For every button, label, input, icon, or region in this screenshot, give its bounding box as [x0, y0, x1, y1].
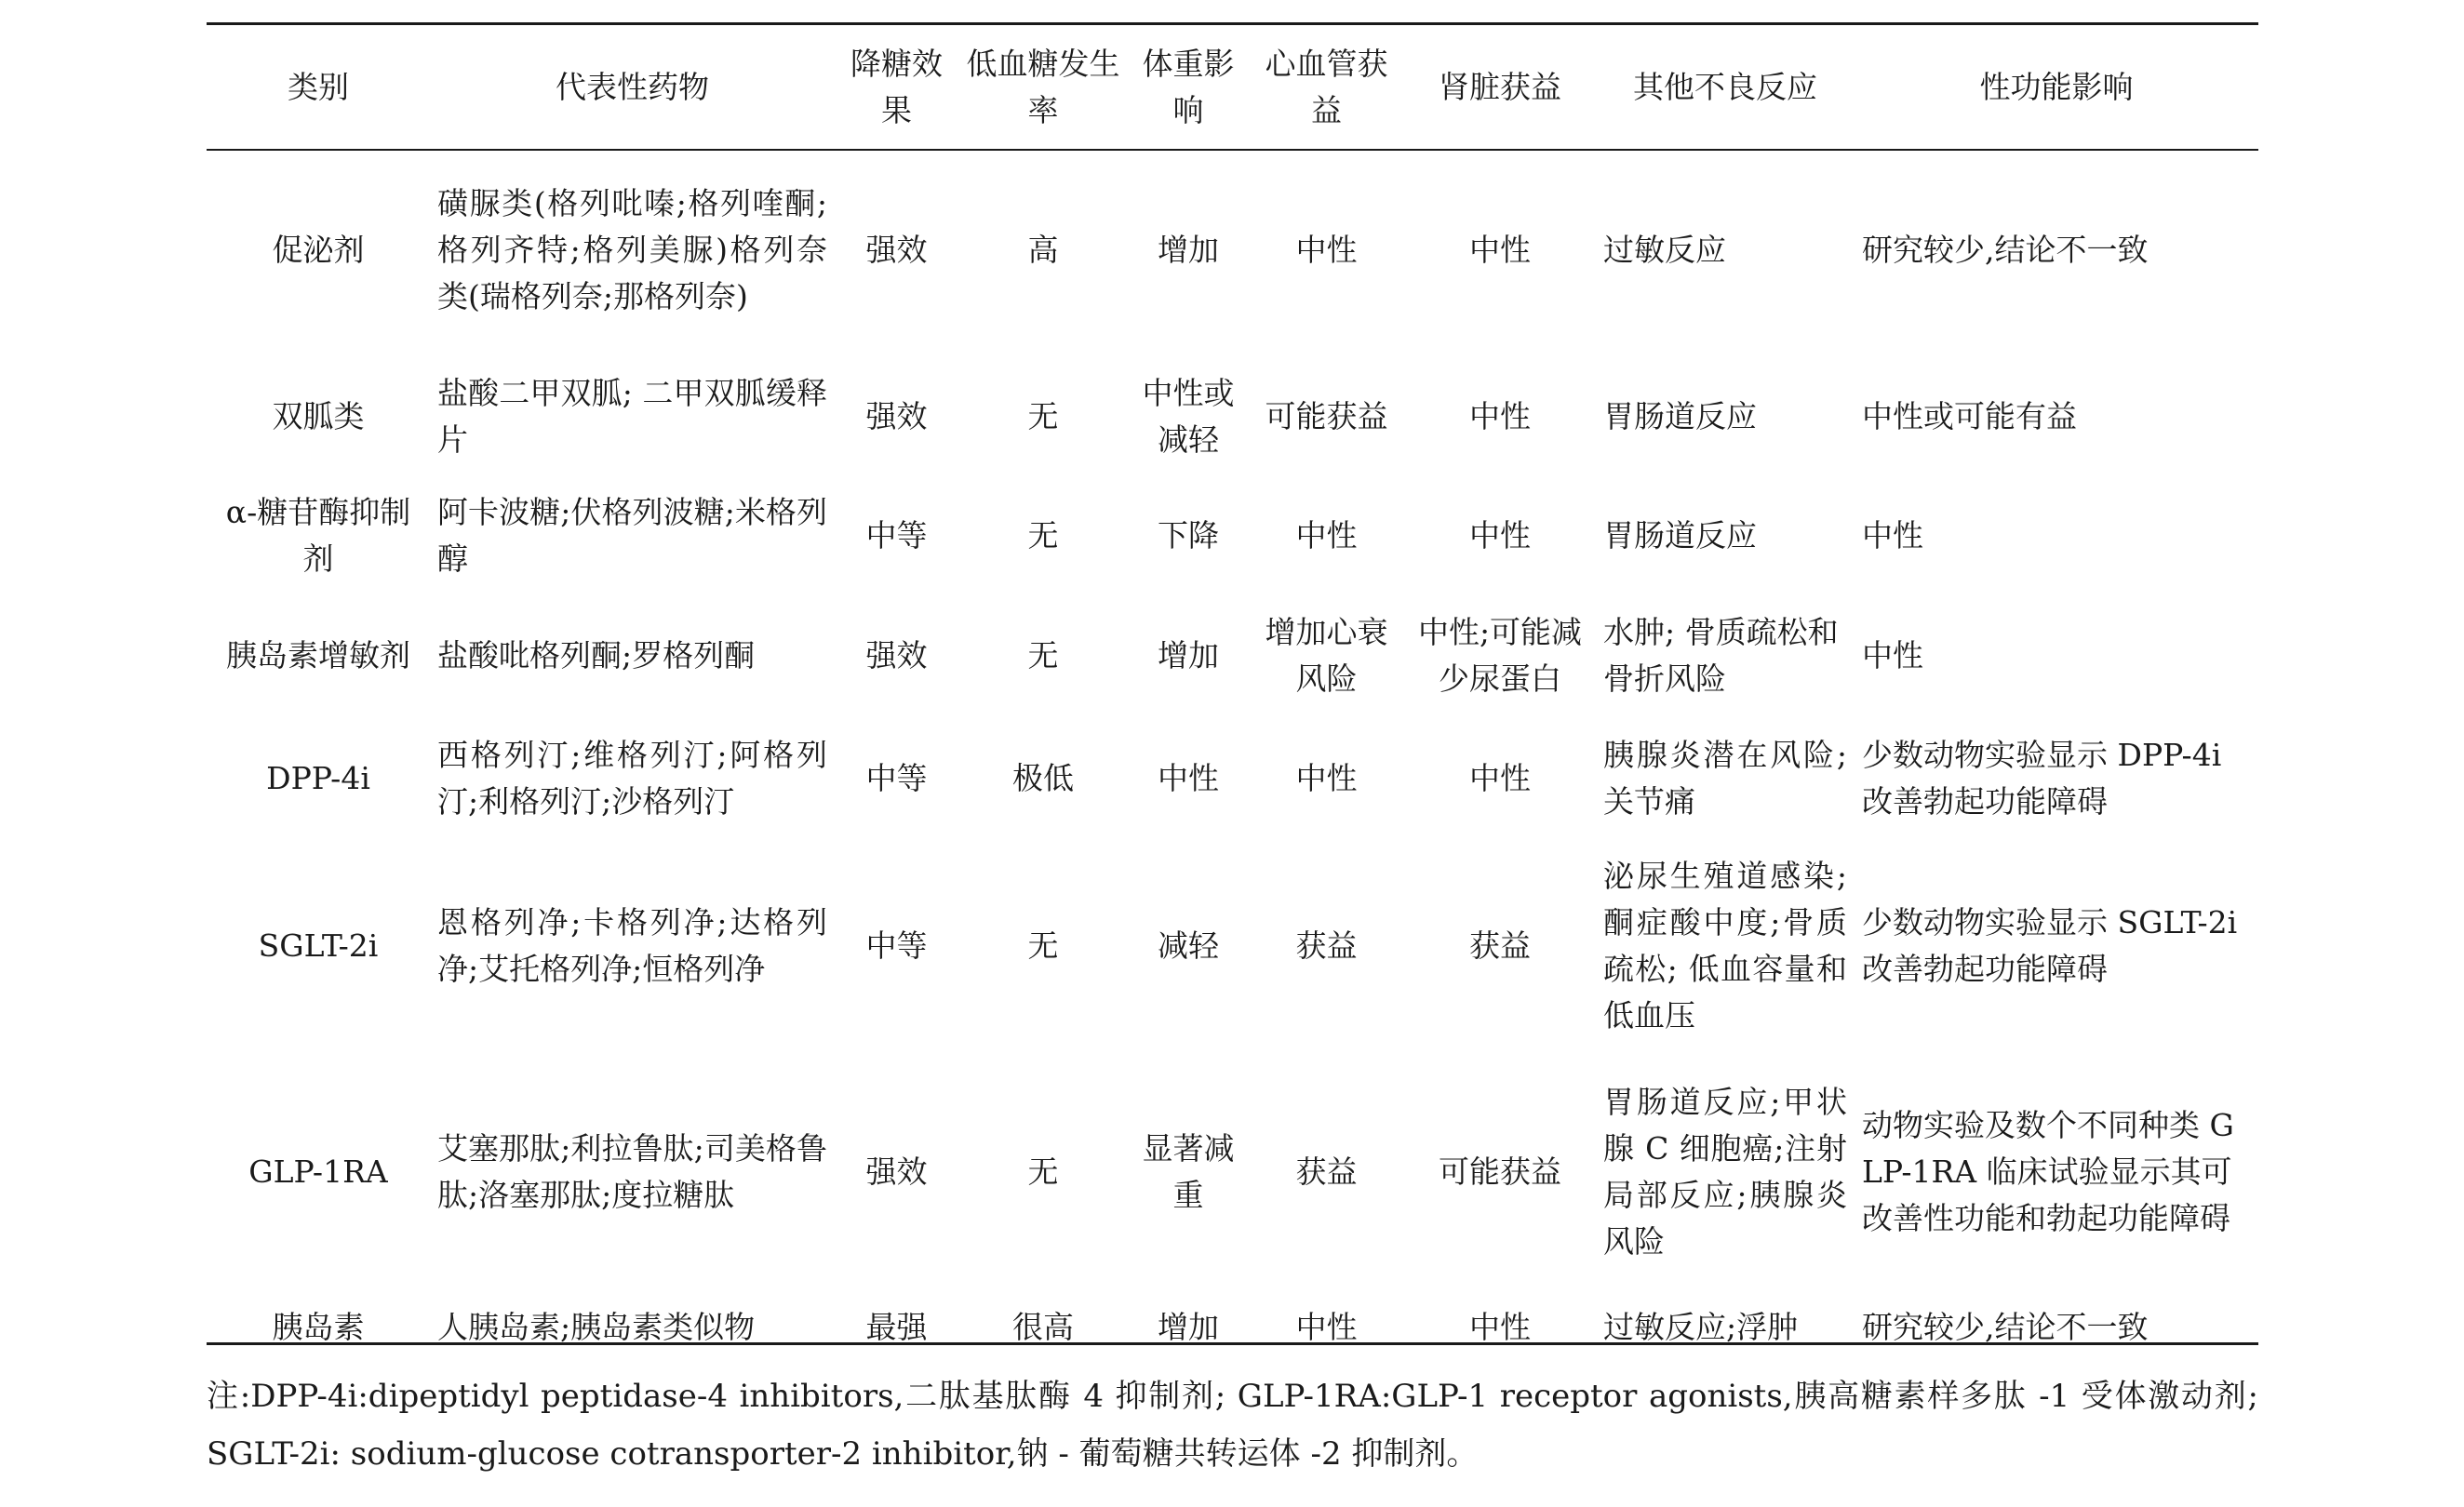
- table-cell: GLP-1RA: [248, 1154, 388, 1190]
- table-cell: 高: [1027, 232, 1059, 268]
- table-cell: 阿卡波糖;伏格列波糖;米格列醇: [437, 494, 827, 577]
- table-cell: 胃肠道反应: [1603, 398, 1757, 434]
- table-cell: 强效: [865, 1154, 928, 1190]
- table-cell: 胰腺炎潜在风险;关节痛: [1603, 737, 1847, 820]
- table-cell: 水肿; 骨质疏松和骨折风险: [1603, 614, 1839, 697]
- column-header-adverse: 其他不良反应: [1633, 68, 1817, 105]
- table-cell: 增加: [1158, 1308, 1219, 1345]
- table-cell: 最强: [865, 1308, 928, 1345]
- table-cell: 无: [1027, 398, 1059, 434]
- table-cell: 动物实验及数个不同种类 GLP-1RA 临床试验显示其可改善性功能和勃起功能障碍: [1862, 1107, 2234, 1236]
- table-cell: 中性: [1469, 232, 1531, 268]
- table-row: [207, 1057, 2258, 1287]
- column-header-renal: 肾脏获益: [1439, 68, 1561, 105]
- table-cell: 中性: [1469, 398, 1531, 434]
- table-cell: 过敏反应;浮肿: [1603, 1308, 1799, 1345]
- table-cell: SGLT-2i: [258, 927, 379, 964]
- table-cell: 中等: [865, 760, 928, 796]
- table-cell: 盐酸二甲双胍; 二甲双胍缓释片: [437, 375, 827, 458]
- table-cell: 双胍类: [272, 398, 365, 434]
- table-cell: 中等: [865, 927, 928, 964]
- table-cell: 很高: [1012, 1308, 1074, 1345]
- table-cell: 强效: [865, 398, 928, 434]
- table-row: [207, 835, 2258, 1057]
- column-header-drugs: 代表性药物: [556, 68, 709, 105]
- table-cell: 西格列汀;维格列汀;阿格列汀;利格列汀;沙格列汀: [437, 737, 827, 820]
- table-cell: 中性: [1469, 517, 1531, 553]
- table-cell: 强效: [865, 232, 928, 268]
- table-cell: 强效: [865, 637, 928, 673]
- table-cell: 显著减重: [1142, 1130, 1235, 1213]
- table-cell: 中性: [1295, 232, 1358, 268]
- table-row: [207, 722, 2258, 835]
- table-cell: 中性: [1295, 517, 1358, 553]
- table-cell: 减轻: [1158, 927, 1219, 964]
- table-cell: 下降: [1158, 517, 1219, 553]
- table-cell: 泌尿生殖道感染;酮症酸中度;骨质疏松; 低血容量和低血压: [1603, 858, 1847, 1034]
- table-cell: 中性: [1469, 760, 1531, 796]
- table-row: [207, 149, 2258, 352]
- table-cell: 极低: [1012, 760, 1074, 796]
- table-row: [207, 482, 2258, 590]
- table-cell: 少数动物实验显示 DPP-4i 改善勃起功能障碍: [1862, 737, 2222, 820]
- table-cell: 胃肠道反应;甲状腺 C 细胞癌;注射局部反应;胰腺炎风险: [1603, 1084, 1847, 1260]
- table-cell: 无: [1027, 927, 1059, 964]
- table-cell: 中等: [865, 517, 928, 553]
- table-cell: 无: [1027, 1154, 1059, 1190]
- table-cell: 过敏反应: [1603, 232, 1726, 268]
- table-cell: 获益: [1295, 1154, 1358, 1190]
- table-row: [207, 352, 2258, 482]
- table-cell: 中性或可能有益: [1862, 398, 2077, 434]
- table-row: [207, 1287, 2258, 1367]
- column-header-cardio: 心血管获益: [1265, 45, 1388, 128]
- table-cell: 中性: [1158, 760, 1219, 796]
- table-cell: 磺脲类(格列吡嗪;格列喹酮;格列齐特;格列美脲)格列奈类(瑞格列奈;那格列奈): [437, 185, 827, 314]
- table-cell: α-糖苷酶抑制剂: [225, 494, 411, 577]
- table-cell: 恩格列净;卡格列净;达格列净;艾托格列净;恒格列净: [437, 904, 827, 987]
- table-cell: 中性: [1295, 760, 1358, 796]
- table-cell: DPP-4i: [266, 760, 370, 796]
- table-cell: 中性: [1295, 1308, 1358, 1345]
- table-cell: 少数动物实验显示 SGLT-2i 改善勃起功能障碍: [1862, 904, 2238, 987]
- table-cell: 胃肠道反应: [1603, 517, 1757, 553]
- table-cell: 获益: [1295, 927, 1358, 964]
- table-cell: 中性或减轻: [1142, 375, 1235, 458]
- table-cell: 中性;可能减少尿蛋白: [1417, 614, 1583, 697]
- column-header-glucose-effect: 降糖效果: [850, 45, 943, 128]
- table-footnote: 注:DPP-4i:dipeptidyl peptidase-4 inhibitors,二肽基肽酶 4 抑制剂; GLP-1RA:GLP-1 receptor agonists,胰高糖素样多肽 -1 受体激动剂; SGLT-2i: sodium-glucose cotransporter-2 inhibitor,钠 - 葡萄糖共转运体 -2 抑制剂。: [207, 1378, 2258, 1473]
- table-cell: 无: [1027, 517, 1059, 553]
- table-cell: 艾塞那肽;利拉鲁肽;司美格鲁肽;洛塞那肽;度拉糖肽: [437, 1130, 827, 1213]
- table-cell: 盐酸吡格列酮;罗格列酮: [437, 637, 756, 673]
- column-header-sexual-function: 性功能影响: [1979, 68, 2134, 105]
- column-header-hypoglycemia: 低血糖发生率: [966, 45, 1120, 128]
- drug-comparison-table: [207, 25, 2258, 1367]
- table-cell: 增加心衰风险: [1265, 614, 1388, 697]
- column-header-weight: 体重影响: [1142, 45, 1235, 128]
- table-cell: 研究较少,结论不一致: [1862, 1308, 2149, 1345]
- column-header-category: 类别: [288, 68, 349, 105]
- table-cell: 可能获益: [1265, 398, 1388, 434]
- table-cell: 增加: [1158, 637, 1219, 673]
- table-cell: 胰岛素增敏剂: [226, 637, 410, 673]
- table-cell: 研究较少,结论不一致: [1862, 232, 2149, 268]
- table-cell: 增加: [1158, 232, 1219, 268]
- table-header-row: [207, 25, 2258, 149]
- table-cell: 促泌剂: [272, 232, 365, 268]
- table-cell: 胰岛素: [272, 1308, 365, 1345]
- table-cell: 可能获益: [1439, 1154, 1561, 1190]
- table-cell: 人胰岛素;胰岛素类似物: [437, 1308, 756, 1345]
- table-cell: 中性: [1469, 1308, 1531, 1345]
- table-cell: 无: [1027, 637, 1059, 673]
- table-cell: 中性: [1862, 637, 1923, 673]
- table-cell: 中性: [1862, 517, 1923, 553]
- table-cell: 获益: [1469, 927, 1531, 964]
- table-row: [207, 590, 2258, 722]
